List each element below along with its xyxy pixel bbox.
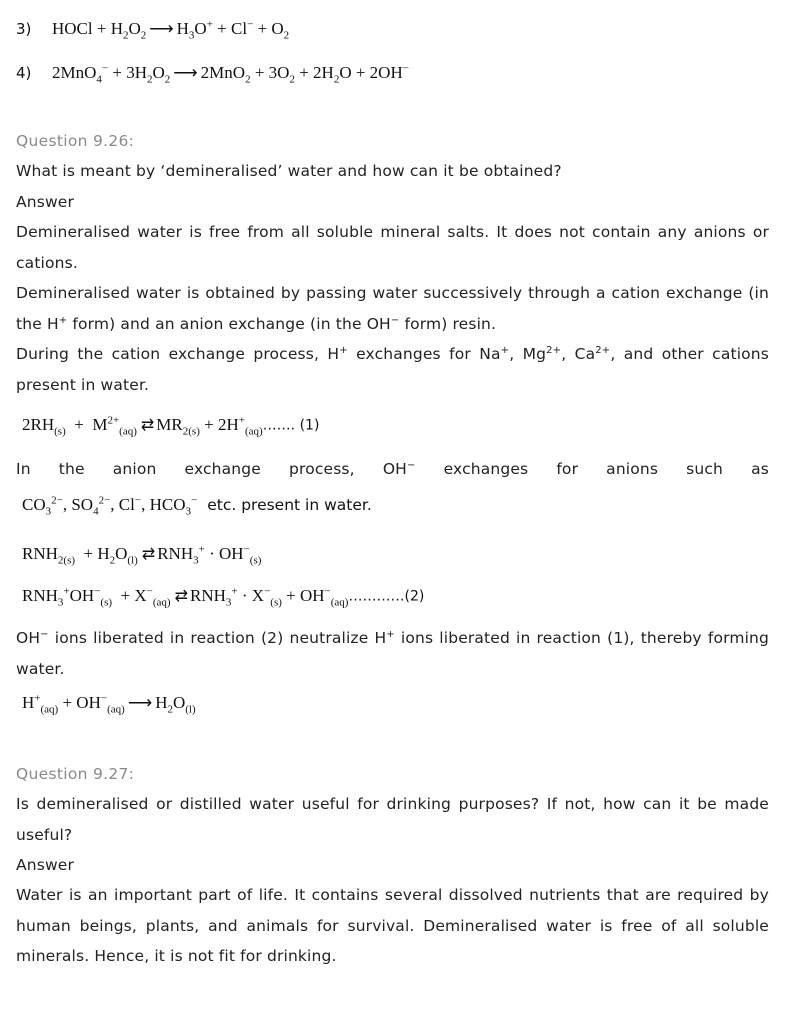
answer-paragraph: Water is an important part of life. It contains several dissolved nutrients that are required by human beings, plants, and animals for survival. Demineralised water is free of all soluble minerals. Hence, it is not fit for drinking. — [16, 886, 769, 965]
answer-paragraph: Demineralised water is obtained by passing water successively through a cation exchange (in the H+ form) and an anion exchange (in the OH− form) resin. — [16, 284, 769, 333]
answer-paragraph: During the cation exchange process, H+ exchanges for Na+, $Mg^{2+}$, $Ca^{2+}$, and other cations present in water. — [16, 344, 769, 394]
question-text: Is demineralised or distilled water useful for drinking purposes? If not, how can it be made useful? — [16, 795, 769, 844]
answer-paragraph: Demineralised water is free from all soluble mineral salts. It does not contain any anions or cations. — [16, 223, 769, 272]
equation-2: $RNH_3^+OH^-_{(s)} + X^-_{(aq)}$ ⇄ $RNH_3^+ \cdot X^-_{(s)}$ + $OH^-_{(aq)}\dots\dots\dots\dots(2)$ — [22, 585, 425, 609]
equation-1: $2RH_{(s)} + M^{2+}_{(aq)}$ ⇄ $MR_{2(s)}$ + $2H^+_{(aq)}\dots\dots$. (1) — [22, 414, 320, 438]
anion-list: $CO_3^{2-}$, $SO_4^{2-}$, Cl−, $HCO_3^-$ etc. present in water. — [22, 494, 372, 518]
reaction-number: 4) — [16, 63, 32, 82]
equation-label: …………(2) — [348, 588, 425, 605]
reaction-number: 3) — [16, 19, 32, 38]
answer-label: Answer — [16, 856, 74, 874]
reaction-4: 4) $2MnO_4^- + 3H_2O_2$ ⟶ $2MnO_2 + 3O_2 + 2H_2O + 2OH^-$ — [16, 62, 409, 86]
reaction-3: 3) HOCl + $H_2O_2$ ⟶ $H_3O^+ + Cl^- + O_2$ — [16, 18, 290, 42]
question-title: Question 9.26: — [16, 132, 135, 150]
question-title: Question 9.27: — [16, 765, 135, 783]
answer-paragraph: OH− ions liberated in reaction (2) neutralize H+ ions liberated in reaction (1), thereby forming water. — [16, 628, 770, 678]
answer-paragraph: In the anion exchange process, OH− exchanges for anions such as — [16, 459, 769, 478]
equation-anion-a: $RNH_{2(s)} + H_2O_{(l)}$ ⇄ $RNH_3^+ \cdot OH^-_{(s)}$ — [22, 543, 262, 567]
equation-neutralization: $H^+_{(aq)} + OH^-_{(aq)}$ ⟶ $H_2O_{(l)}$ — [22, 692, 196, 716]
answer-label: Answer — [16, 193, 74, 211]
question-text: What is meant by ‘demineralised’ water and how can it be obtained? — [16, 162, 562, 180]
equation-label: ……. (1) — [262, 417, 320, 434]
